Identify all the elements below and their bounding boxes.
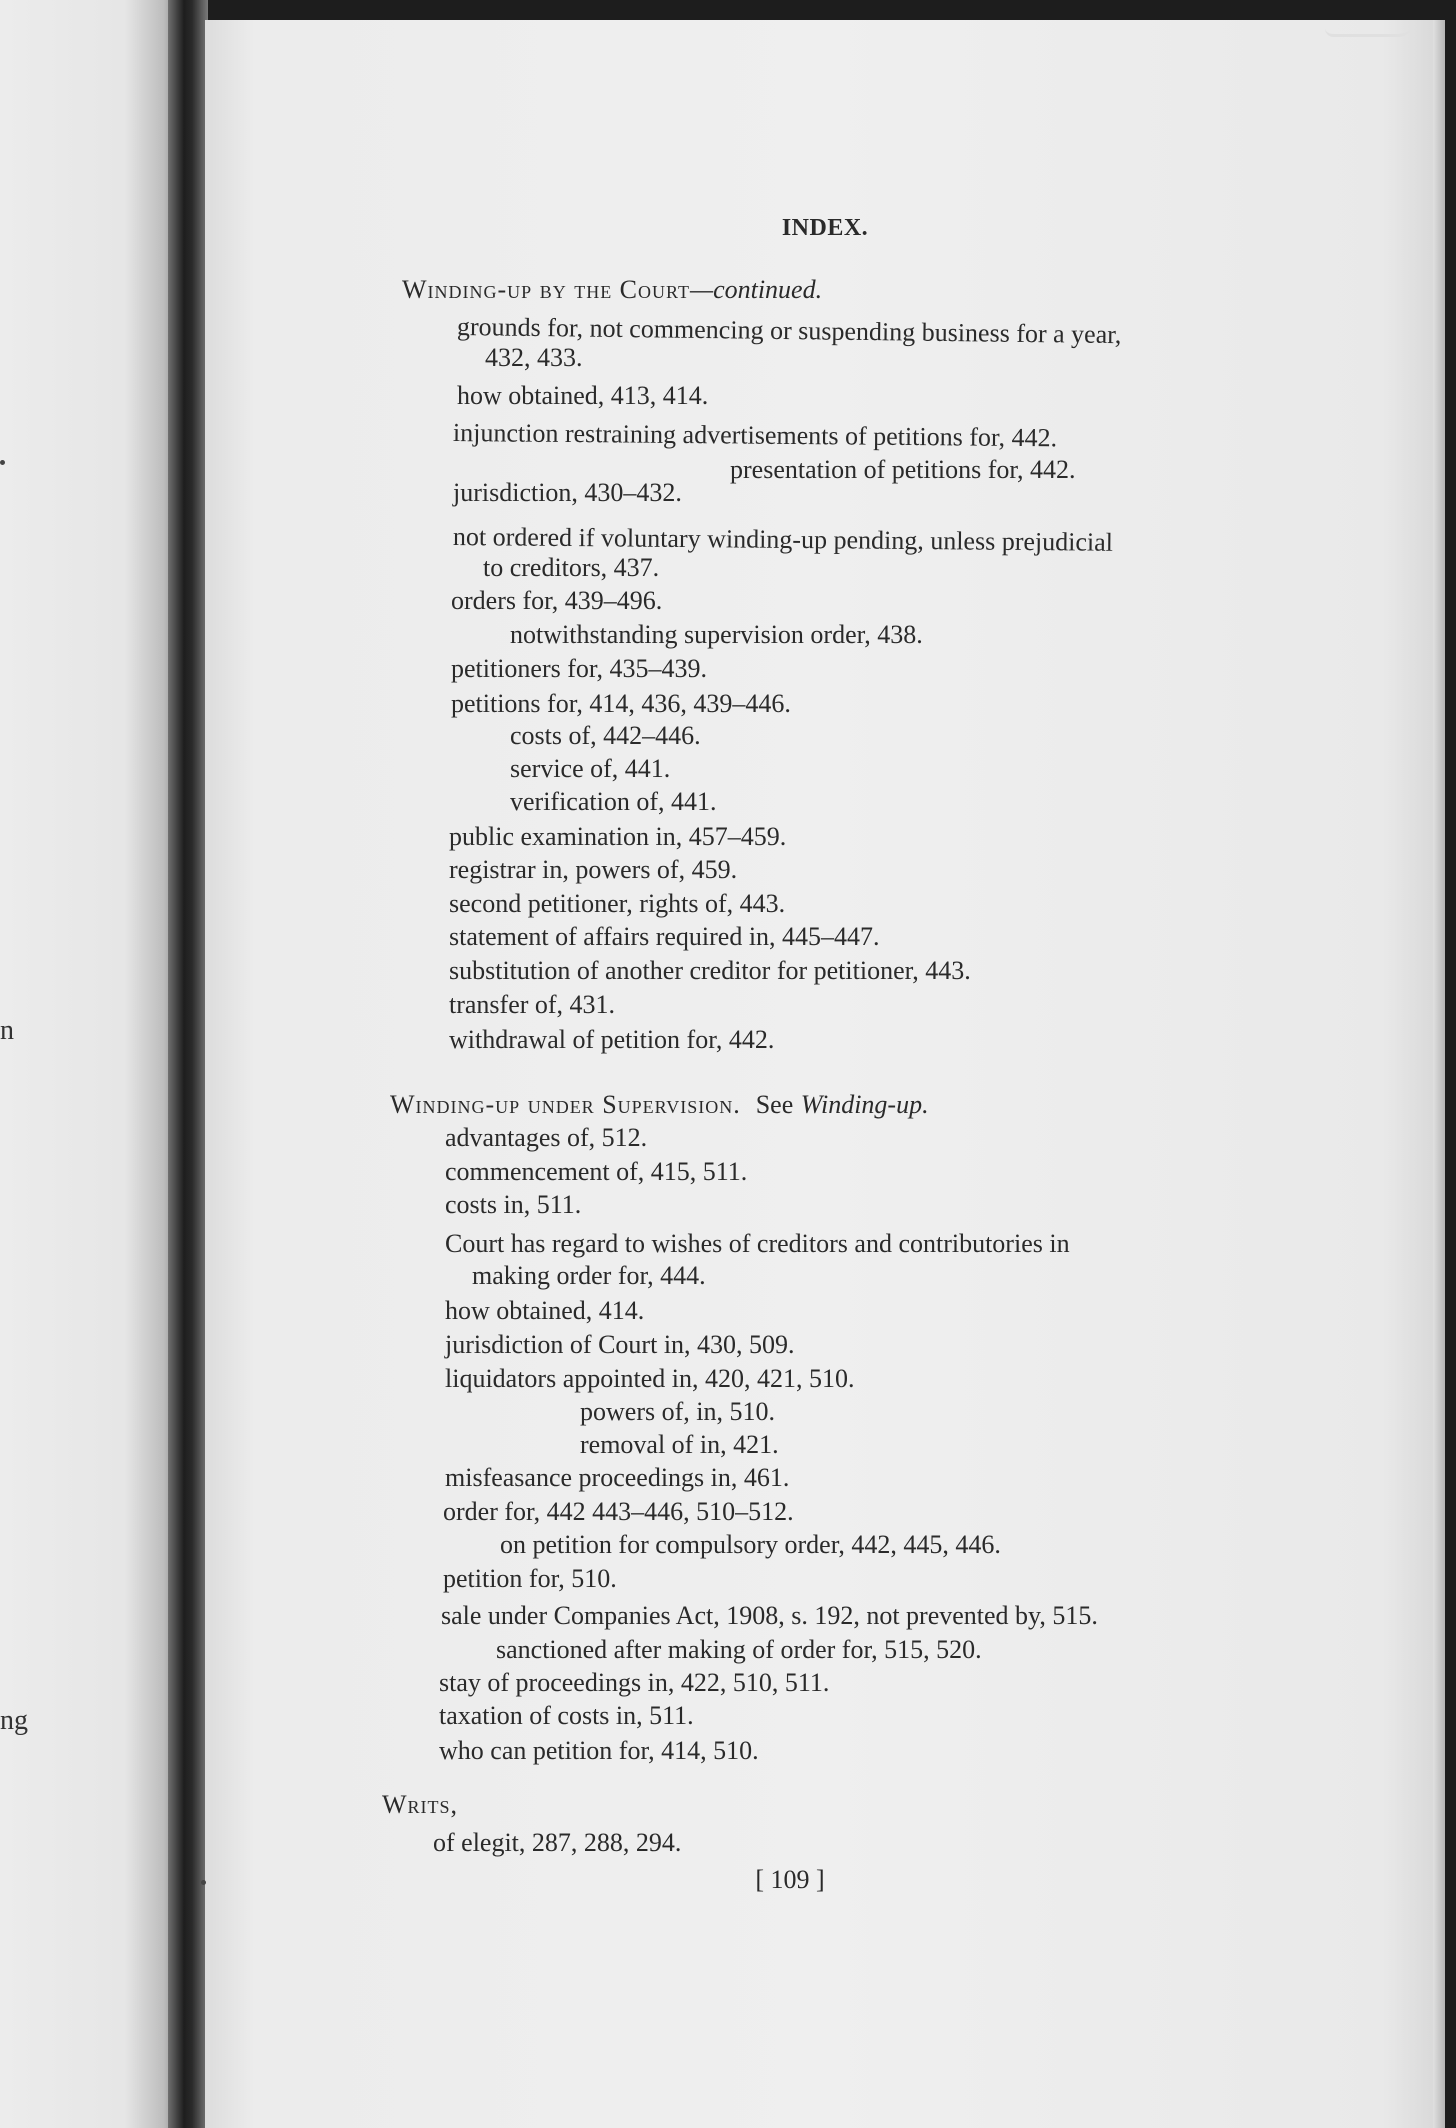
left-page [0, 0, 178, 2128]
index-heading: Winding-up under Supervision. See Winding-up. [390, 1090, 929, 1119]
corner-mark [1325, 20, 1415, 37]
index-entry: sanctioned after making of order for, 515, 520. [496, 1635, 982, 1664]
index-entry: costs in, 511. [445, 1190, 582, 1219]
index-entry: misfeasance proceedings in, 461. [445, 1463, 790, 1492]
index-entry: substitution of another creditor for petitioner, 443. [449, 956, 971, 985]
index-entry: jurisdiction of Court in, 430, 509. [445, 1330, 795, 1359]
index-entry: public examination in, 457–459. [449, 822, 787, 851]
index-entry: statement of affairs required in, 445–447. [449, 922, 880, 951]
index-heading: Writs, [382, 1790, 459, 1819]
index-entry: advantages of, 512. [445, 1123, 648, 1152]
index-entry: injunction restraining advertisements of petitions for, 442. [452, 418, 1058, 453]
index-entry: removal of in, 421. [580, 1430, 779, 1459]
index-entry: how obtained, 413, 414. [457, 381, 709, 410]
ink-dot [0, 460, 5, 465]
index-entry: powers of, in, 510. [580, 1397, 775, 1426]
index-entry: 432, 433. [485, 343, 583, 372]
index-entry: petition for, 510. [443, 1564, 617, 1593]
index-entry: to creditors, 437. [483, 553, 660, 582]
page-edge [1433, 20, 1445, 2128]
index-entry: sale under Companies Act, 1908, s. 192, not prevented by, 515. [441, 1601, 1098, 1630]
book-gutter [168, 0, 208, 2128]
index-entry: of elegit, 287, 288, 294. [433, 1828, 682, 1857]
index-entry: orders for, 439–496. [451, 586, 663, 615]
left-page-fragment: ng [0, 1705, 28, 1736]
index-entry: taxation of costs in, 511. [439, 1701, 694, 1730]
page-title: INDEX. [781, 215, 869, 241]
index-entry: registrar in, powers of, 459. [449, 855, 738, 884]
ink-dot [201, 1880, 206, 1885]
index-entry: jurisdiction, 430–432. [453, 478, 682, 507]
index-entry: Court has regard to wishes of creditors and contributories in [445, 1229, 1070, 1258]
index-entry: who can petition for, 414, 510. [439, 1736, 759, 1765]
left-page-fragment: n [0, 1015, 14, 1046]
index-entry: transfer of, 431. [449, 990, 616, 1019]
page-number: [ 109 ] [755, 1865, 825, 1894]
index-entry: withdrawal of petition for, 442. [449, 1025, 775, 1054]
index-entry: notwithstanding supervision order, 438. [510, 620, 923, 649]
index-entry: on petition for compulsory order, 442, 445, 446. [500, 1530, 1001, 1559]
index-entry: how obtained, 414. [445, 1296, 645, 1325]
index-entry: costs of, 442–446. [510, 721, 701, 750]
index-entry: grounds for, not commencing or suspending business for a year, [456, 312, 1122, 350]
index-entry: second petitioner, rights of, 443. [449, 889, 786, 918]
index-entry: petitioners for, 435–439. [451, 654, 708, 683]
index-entry: verification of, 441. [510, 787, 717, 816]
index-entry: petitions for, 414, 436, 439–446. [451, 689, 791, 718]
index-entry: liquidators appointed in, 420, 421, 510. [445, 1364, 855, 1393]
index-entry: commencement of, 415, 511. [445, 1157, 748, 1186]
index-heading: Winding-up by the Court—continued. [402, 275, 823, 304]
index-entry: service of, 441. [510, 754, 671, 783]
index-entry: stay of proceedings in, 422, 510, 511. [439, 1668, 830, 1697]
index-entry: not ordered if voluntary winding-up pending, unless prejudicial [452, 522, 1114, 557]
index-entry: making order for, 444. [472, 1261, 706, 1290]
index-entry: presentation of petitions for, 442. [730, 455, 1076, 484]
index-entry: order for, 442 443–446, 510–512. [443, 1497, 794, 1526]
